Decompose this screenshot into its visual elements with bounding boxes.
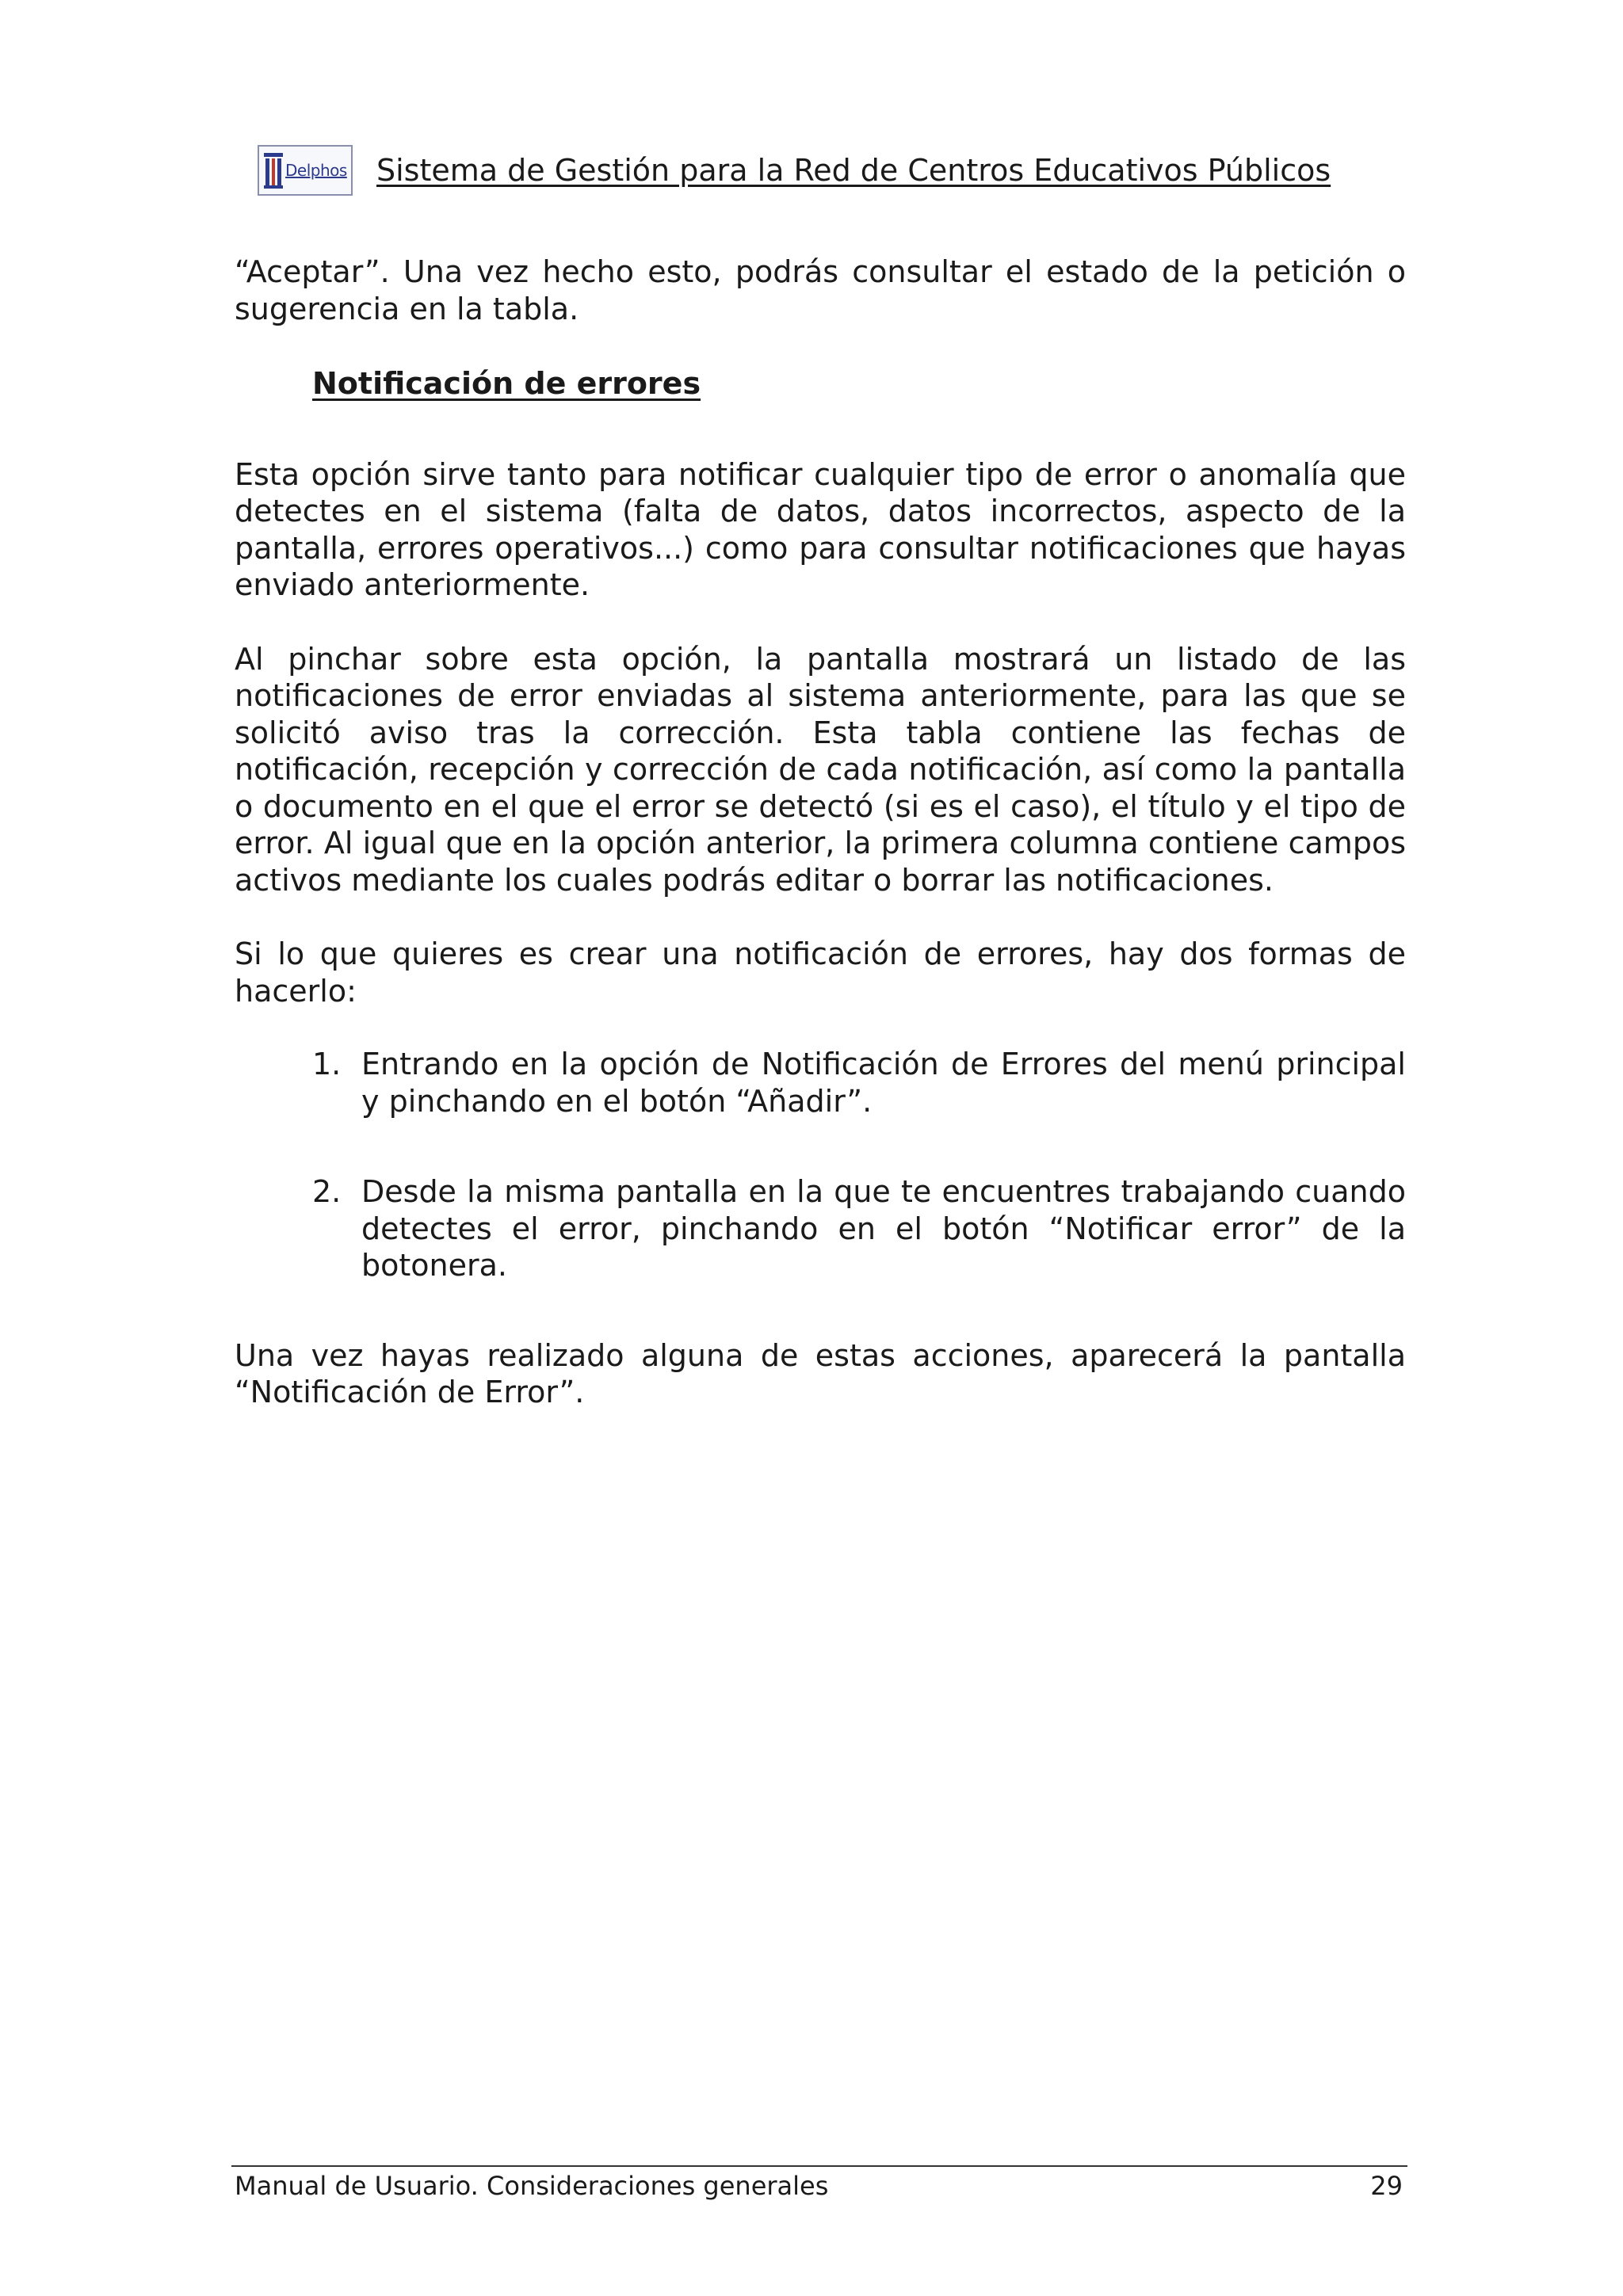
header-title: Sistema de Gestión para la Red de Centros Educativos Públicos bbox=[376, 153, 1331, 188]
paragraph-listing: Al pinchar sobre esta opción, la pantalla mostrará un listado de las notificaciones de error enviadas al sistema anteriormente, para las que se solicitó aviso tras la corrección. Esta tabla contiene las fechas de notificación, recepción y corrección de cada notificación, así como la pantalla o documento en el que el error se detectó (si es el caso), el título y el tipo de error. Al igual que en la opción anterior, la primera columna contiene campos activos mediante los cuales podrás editar o borrar las notificaciones. bbox=[235, 641, 1406, 898]
paragraph-intro: Esta opción sirve tanto para notificar cualquier tipo de error o anomalía que detectes en el sistema (falta de datos, datos incorrectos, aspecto de la pantalla, errores operativos...) como para consultar notificaciones que hayas enviado anteriormente. bbox=[235, 456, 1406, 602]
list-item-number: 2. bbox=[312, 1174, 342, 1209]
document-body bbox=[235, 254, 1406, 1411]
list-item bbox=[312, 1173, 1406, 1284]
logo-text: Delphos bbox=[285, 161, 347, 180]
page-footer bbox=[235, 2171, 1403, 2201]
list-item-number: 1. bbox=[312, 1047, 342, 1081]
column-building-icon bbox=[263, 151, 284, 189]
paragraph-result: Una vez hayas realizado alguna de estas acciones, aparecerá la pantalla “Notificación de Error”. bbox=[235, 1337, 1406, 1409]
footer-document-title: Manual de Usuario. Consideraciones generales bbox=[235, 2171, 829, 2201]
list-item-text: Desde la misma pantalla en la que te encuentres trabajando cuando detectes el error, pinchando en el botón “Notificar error” de la botonera. bbox=[361, 1174, 1406, 1283]
paragraph-continuation: “Aceptar”. Una vez hecho esto, podrás consultar el estado de la petición o sugerencia en la tabla. bbox=[235, 254, 1406, 326]
page-header bbox=[258, 145, 1331, 196]
delphos-logo bbox=[258, 145, 353, 196]
list-item-text: Entrando en la opción de Notificación de Errores del menú principal y pinchando en el botón “Añadir”. bbox=[361, 1047, 1406, 1119]
numbered-list bbox=[312, 1046, 1406, 1284]
list-item bbox=[312, 1046, 1406, 1119]
paragraph-create: Si lo que quieres es crear una notificación de errores, hay dos formas de hacerlo: bbox=[235, 936, 1406, 1009]
page-number: 29 bbox=[1370, 2171, 1403, 2201]
footer-divider bbox=[231, 2165, 1407, 2167]
section-title: Notificación de errores bbox=[312, 366, 701, 401]
